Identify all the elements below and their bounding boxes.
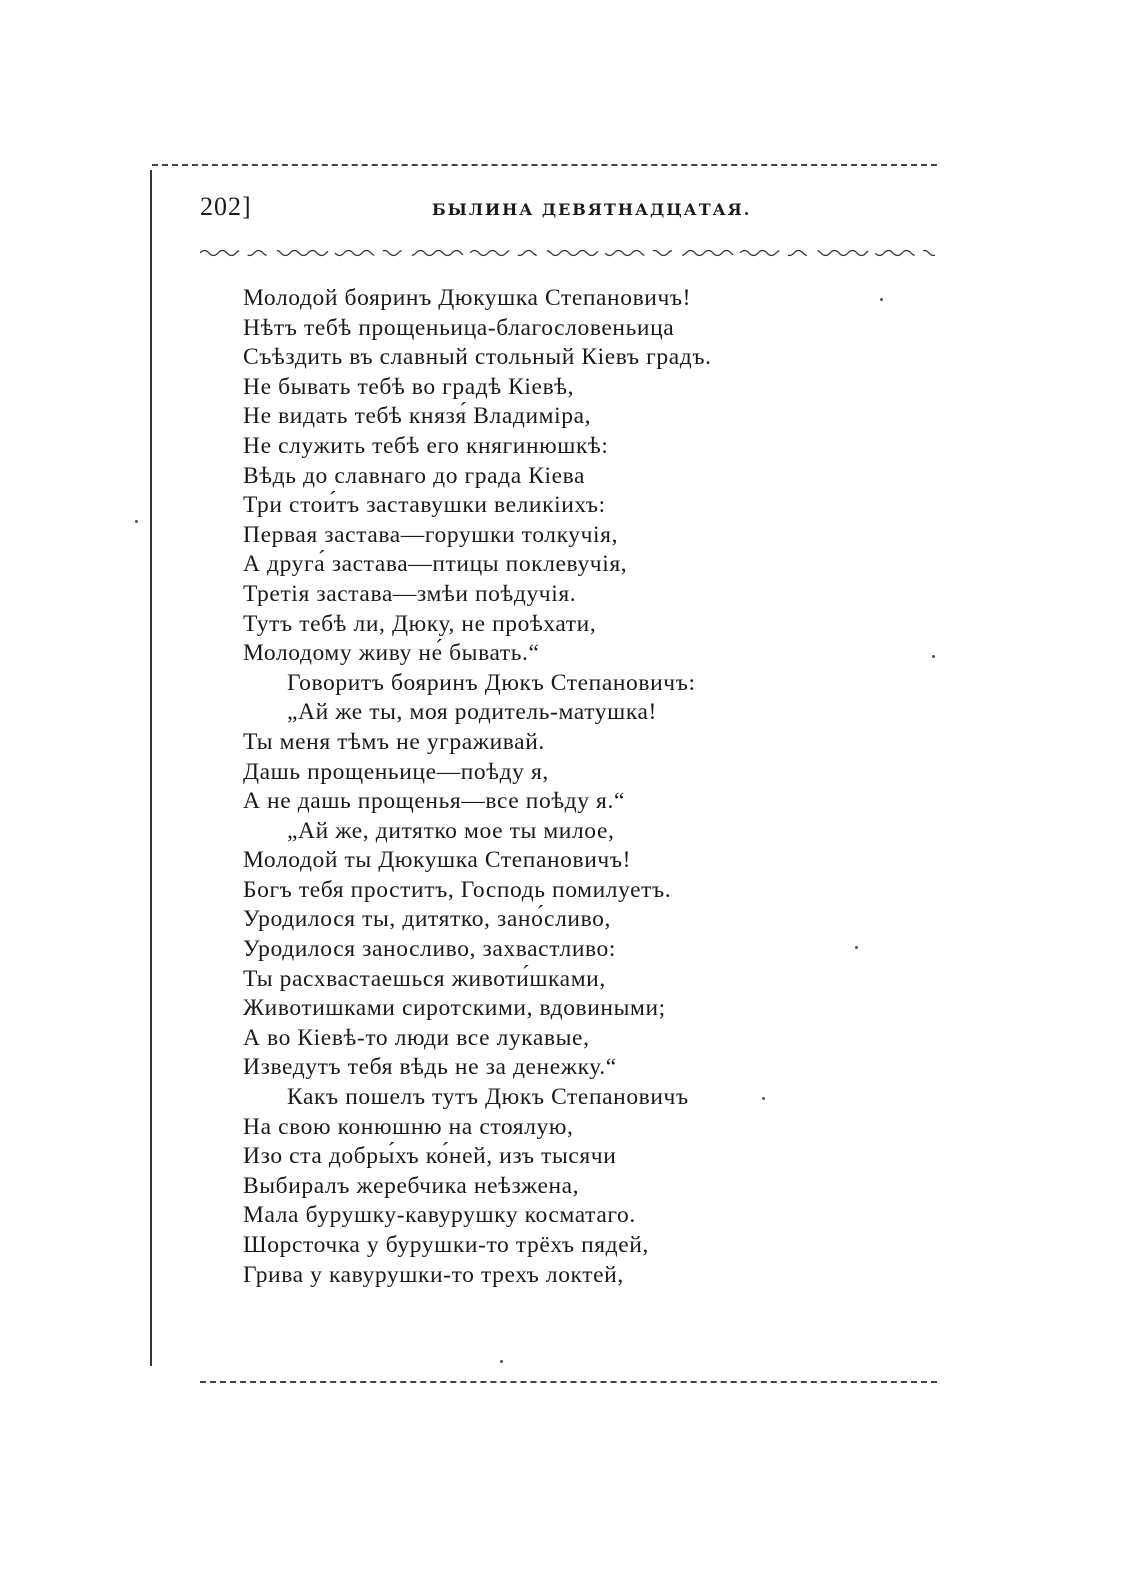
- verse-line: Грива у кавурушки-то трехъ локтей,: [243, 1261, 624, 1288]
- verse-line: Молодой бояринъ Дюкушка Степановичъ!: [243, 285, 692, 311]
- page-number: 202]: [200, 192, 252, 221]
- verse-line: Три стои́тъ заставушки великіихъ:: [243, 492, 606, 519]
- verse-line: Тутъ тебѣ ли, Дюку, не проѣхати,: [243, 610, 597, 637]
- print-speck: [855, 946, 858, 949]
- verse-line: Не видать тебѣ князя́ Владиміра,: [243, 403, 592, 430]
- verse-line: Не бывать тебѣ во градѣ Кіевѣ,: [243, 373, 575, 400]
- verse-line: „Ай же, дитятко мое ты милое,: [287, 817, 615, 844]
- verse-line: Уродилося ты, дитятко, зано́сливо,: [243, 906, 611, 933]
- verse-line: Вѣдь до славнаго до града Кіева: [243, 462, 586, 489]
- verse-line: На свою конюшню на стоялую,: [243, 1113, 574, 1140]
- verse-line: Ты меня тѣмъ не уграживай.: [243, 728, 545, 755]
- print-speck: [932, 655, 935, 658]
- verse-line: А во Кіевѣ-то люди все лукавые,: [243, 1024, 590, 1051]
- wavy-ornament-rule: [200, 246, 935, 260]
- verse-line: Шорсточка у бурушки-то трёхъ пядей,: [243, 1232, 649, 1258]
- verse-line: Первая застава—горушки толкучія,: [243, 521, 619, 548]
- verse-line: Уродилося заносливо, захвастливо:: [243, 936, 617, 963]
- verse-line: А друга́ застава—птицы поклевучія,: [243, 551, 628, 578]
- print-speck: [762, 1097, 765, 1100]
- verse-line: Мала бурушку-кавурушку косматаго.: [243, 1202, 636, 1229]
- bottom-frame-rule: [200, 1381, 937, 1383]
- verse-line: Нѣтъ тебѣ прощеньица-благословеньица: [243, 314, 675, 341]
- verse-line: Какъ пошелъ тутъ Дюкъ Степановичъ: [287, 1084, 689, 1111]
- verse-line: Третія застава—змѣи поѣдучія.: [243, 580, 577, 607]
- verse-line: Говоритъ бояринъ Дюкъ Степановичъ:: [287, 669, 696, 696]
- verse-line: Дашь прощеньице—поѣду я,: [243, 758, 549, 785]
- running-title: БЫЛИНА ДЕВЯТНАДЦАТАЯ.: [432, 200, 752, 219]
- verse-line: А не дашь прощенья—все поѣду я.“: [243, 788, 625, 815]
- verse-line: „Ай же ты, моя родитель-матушка!: [287, 699, 657, 726]
- print-speck: [135, 520, 138, 523]
- verse-line: Изведутъ тебя вѣдь не за денежку.“: [243, 1054, 617, 1081]
- verse-text: [243, 284, 903, 1290]
- verse-line: Не служить тебѣ его княгинюшкѣ:: [243, 432, 609, 459]
- verse-line: Животишками сиротскими, вдовиными;: [243, 995, 666, 1022]
- top-frame-rule: [152, 164, 937, 166]
- print-speck: [880, 298, 883, 301]
- verse-line: Изо ста добры́хъ ко́ней, изъ тысячи: [243, 1143, 617, 1170]
- print-speck: [500, 1360, 503, 1363]
- verse-line: Ты расхвастаешься животи́шками,: [243, 965, 606, 992]
- verse-line: Выбиралъ жеребчика неѣзжена,: [243, 1172, 580, 1199]
- verse-line: Молодому живу не́ бывать.“: [243, 640, 540, 667]
- verse-line: Богъ тебя проститъ, Господь помилуетъ.: [243, 876, 672, 903]
- verse-line: Молодой ты Дюкушка Степановичъ!: [243, 847, 631, 874]
- left-frame-rule: [150, 170, 152, 1366]
- verse-line: Съѣздить въ славный стольный Кіевъ градъ.: [243, 344, 712, 371]
